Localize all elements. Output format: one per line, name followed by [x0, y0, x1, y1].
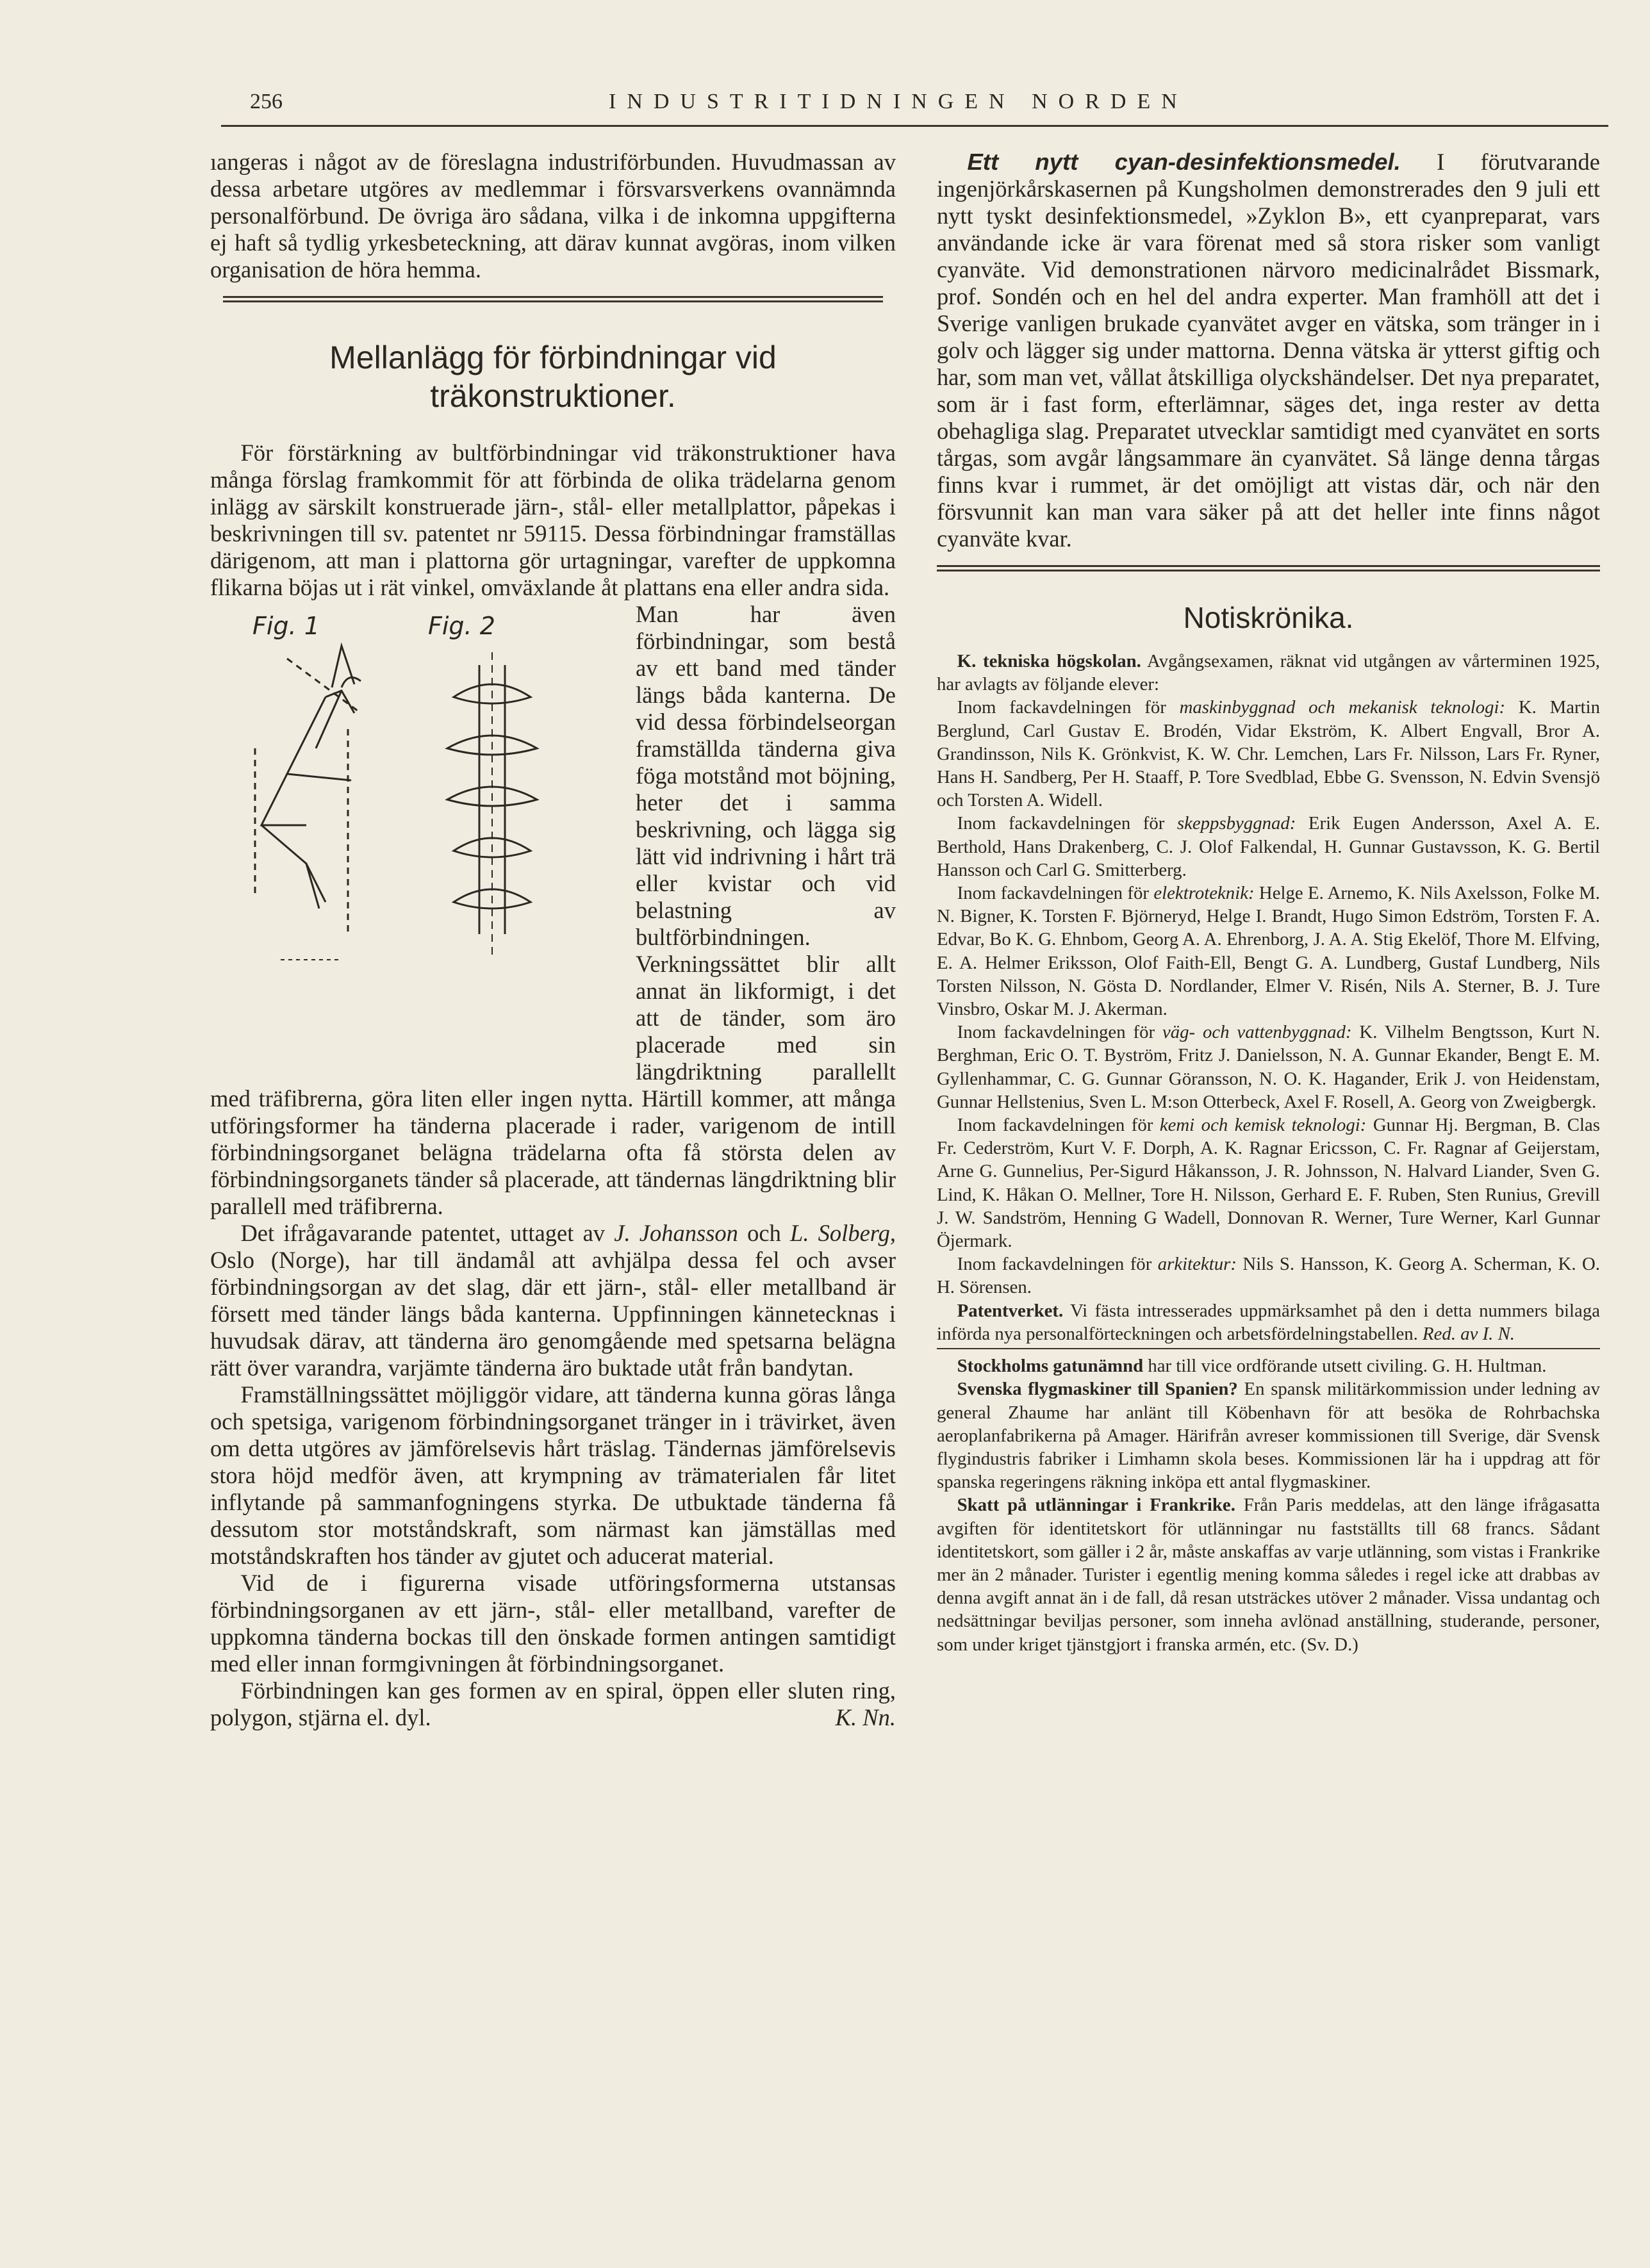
cyan-article: [937, 149, 1600, 552]
section-divider-right: [937, 565, 1600, 571]
skatt-notice: [937, 1493, 1600, 1656]
dept-ark-pre: Inom fackavdelningen för: [957, 1254, 1158, 1275]
article-paragraph-4: Framställningssättet möjliggör vidare, att tänderna kunna göras långa och spetsiga, varigenom förbindningsorganet tränger in i trävirket, även om detta utgöres av jämförelsevis hårt träslag. Tändernas jämförelsevis stora höjd medför även, att krympning av trämaterialen får litet inflytande på sammanfogningens styrka. De utbuktade tänderna få dessutom stor motståndskraft, som närmast kan jämställas med motståndskraften hos tänder av gjutet och aducerat material.: [210, 1381, 896, 1569]
dept-vag-pre: Inom fackavdelningen för: [957, 1022, 1162, 1043]
gatu-notice-text: har till vice ordförande utsett civiling. G. H. Hultman.: [1143, 1356, 1547, 1377]
dept-maskin-field: maskinbyggnad och mekanisk teknologi:: [1179, 697, 1506, 718]
dept-maskin: [937, 696, 1600, 812]
notis-section-title: Notiskrönika.: [1183, 601, 1354, 634]
dept-kemi-field: kemi och kemisk teknologi:: [1159, 1115, 1367, 1136]
section-divider: [223, 296, 883, 302]
patent-figures: [210, 601, 620, 1062]
kth-notice: [937, 650, 1600, 696]
dept-kemi-names: Gunnar Hj. Bergman, B. Clas Fr. Cederström, Kurt V. F. Dorph, A. K. Ragnar Ericsson, C. Fr. Ragnar af Geijerstam, Arne G. Gunnelius, Per-Sigurd Håkansson, J. R. Johnsson, N. Halvard Liander, Sven G. Lind, K. Håkan O. Mellner, Tore H. Nilsson, Gerhard E. F. Ruben, Sten Runius, Grevill J. W. Sandström, Henning G Wadell, Donnovan R. Werner, Ture Werner, Karl Gunnar Öjermark.: [937, 1115, 1600, 1252]
patent-notice-text: Vi fästa intresserades uppmärksamhet på den i detta nummers bilaga införda nya personalförteckningen och arbetsfördelningstabellen.: [937, 1300, 1600, 1344]
patent-notice: [937, 1299, 1600, 1345]
dept-vag: [937, 1021, 1600, 1113]
left-column: [210, 149, 896, 1731]
inventor-2: L. Solberg,: [790, 1220, 896, 1246]
kth-notice-lead: K. tekniska högskolan.: [957, 651, 1141, 671]
dept-elektro-field: elektroteknik:: [1153, 883, 1255, 904]
gatu-notice: [937, 1354, 1600, 1377]
flyg-notice-lead: Svenska flygmaskiner till Spanien?: [957, 1379, 1238, 1400]
article-paragraph-3-mid: och: [738, 1220, 791, 1246]
header-rule: [221, 125, 1608, 127]
article-paragraph-3-pre: Det ifrågavarande patentet, uttaget av: [240, 1220, 615, 1246]
article-paragraph-6-text: Förbindningen kan ges formen av en spiral, öppen eller sluten ring, polygon, stjärna el. dyl.: [210, 1677, 896, 1730]
notis-chronicle: [937, 650, 1600, 1656]
dept-vag-field: väg- och vattenbyggnad:: [1162, 1022, 1352, 1043]
skatt-notice-lead: Skatt på utlänningar i Frankrike.: [957, 1495, 1235, 1516]
article-paragraph-5: Vid de i figurerna visade utföringsformerna utstansas förbindningsorganen av ett järn-, stål- eller metallband, varefter de uppkomna tänderna bockas till den önskade formen antingen samtidigt med eller innan formgivningen åt förbindningsorganet.: [210, 1570, 896, 1677]
article-signature: K. Nn.: [835, 1704, 896, 1730]
dept-kemi: [937, 1113, 1600, 1253]
dept-maskin-pre: Inom fackavdelningen för: [957, 697, 1180, 718]
dept-skepp: [937, 812, 1600, 882]
dept-skepp-names: Erik Eugen Andersson, Axel A. E. Berthold, Hans Drakenberg, C. J. Olof Falkendal, H. Gunnar Gustavsson, K. G. Bertil Hansson och Carl G. Smitterberg.: [937, 813, 1600, 880]
dept-ark: [937, 1253, 1600, 1299]
running-head: [250, 90, 1474, 128]
figure-drawing: [210, 601, 620, 1062]
flyg-notice-text: En spansk militärkommission under ledning av general Zhaume har anlänt till Köbenhavn för att besöka de Rohrbachska aeroplanfabrikerna på Amager. Härifrån avreser kommissionen till Sverige, där Svensk flygindustris fabriker i Limhamn skola beses. Kommissionen lär ha i uppdrag att för spanska regeringens räkning inköpa ett antal flygmaskiner.: [937, 1379, 1601, 1493]
article-paragraph-1: För förstärkning av bultförbindningar vid träkonstruktioner hava många förslag framkommit för att förbinda de olika trädelarna genom inlägg av särskilt konstruerade järn-, stål- eller metallplattor, påpekas i beskrivningen till sv. patentet nr 59115. Dessa förbindningar framställas därigenom, att man i plattorna gör urtagningar, varefter de uppkomna flikarna böjas ut i rät vinkel, omväxlande åt plattans ena eller andra sida.: [210, 440, 896, 600]
dept-kemi-pre: Inom fackavdelningen för: [957, 1115, 1160, 1136]
dept-ark-field: arkitektur:: [1157, 1254, 1237, 1275]
dept-elektro-names: Helge E. Arnemo, K. Nils Axelsson, Folke M. N. Bigner, K. Torsten F. Björneryd, Helge I. Brandt, Hugo Simon Edström, Torsten F. A. Edvar, Bo K. G. Ehnbom, Georg A. A. Ehrenborg, J. A. A. Stig Ekelöf, Thore M. Elfving, E. A. Helmer Eriksson, Olof Faith-Ell, Bengt G. A. Lundberg, Gustaf Lundberg, Nils Torsten Nilsson, N. Gösta D. Nordlander, Elmer V. Risén, Nils A. Sterner, B. J. Ture Vinsbro, Oskar M. J. Akerman.: [937, 883, 1600, 1020]
kth-notice-intro: Avgångsexamen, räknat vid utgången av vårterminen 1925, har avlagts av följande elever:: [937, 651, 1600, 695]
article-paragraph-2: Man har även förbindningar, som bestå av ett band med tänder längs båda kanterna. De vid dessa förbindelseorgan framställda tänderna giva föga motstånd mot böjning, heter det i samma beskrivning, och lägga sig lätt vid indrivning i hårt trä eller kvistar och vid belastning av bultförbindningen. Verkningssättet blir allt annat än likformigt, i det att de tänder, som äro placerade med sin längdriktning parallellt med träfibrerna, göra liten eller ingen nytta. Härtill kommer, att många utföringsformer ha tänderna placerade i rader, varigenom de intill förbindningsorganet belägna trädelarna ofta få största delen av förbindningsorganets tänder så placerade, att tändernas längdriktning blir parallell med träfibrerna.: [210, 601, 896, 1219]
patent-notice-lead: Patentverket.: [957, 1300, 1064, 1321]
page-number: 256: [250, 90, 283, 113]
notice-rule: [937, 1348, 1600, 1349]
dept-elektro: [937, 882, 1600, 1021]
gatu-notice-lead: Stockholms gatunämnd: [957, 1356, 1144, 1377]
article-title: Mellanlägg för förbindningar vid träkonstruktioner.: [329, 340, 777, 414]
dept-elektro-pre: Inom fackavdelningen för: [957, 883, 1154, 904]
figure-1-label: Fig. 1: [252, 612, 320, 640]
cyan-article-title: Ett nytt cyan-desinfektionsmedel.: [967, 149, 1401, 175]
flyg-notice: [937, 1377, 1600, 1493]
dept-ark-names: Nils S. Hansson, K. Georg A. Scherman, K. O. H. Sörensen.: [937, 1254, 1601, 1298]
intro-paragraph: ıangeras i något av de föreslagna industriförbunden. Huvudmassan av dessa arbetare utgöres av medlemmar i försvarsverkens ovannämnda personalförbund. De övriga äro sådana, vilka i de inkomna uppgifterna ej haft så tydlig yrkesbeteckning, att därav kunnat avgöras, inom vilken organisation de höra hemma.: [210, 149, 896, 283]
dept-maskin-names: K. Martin Berglund, Carl Gustav E. Brodén, Vidar Ekström, K. Albert Engvall, Bror A. Grandinsson, Nils K. Grönkvist, K. W. Chr. Lemchen, Lars Fr. Nilsson, Lars Fr. Ryner, Hans H. Sandberg, Per H. Staaff, P. Tore Svedblad, Ebbe G. Svensson, N. Edvin Svensjö och Torsten A. Widell.: [937, 697, 1600, 811]
dept-vag-names: K. Vilhelm Bengtsson, Kurt N. Berghman, Eric O. T. Byström, Fritz J. Danielsson, N. A. Gunnar Ekander, Bengt E. M. Gyllenhammar, C. G. Gunnar Göransson, N. O. K. Hagander, Erik J. von Heidenstam, Gunnar Hellstenius, Sven L. M:son Otterbeck, Axel F. Rosell, A. Georg von Zweigbergk.: [937, 1022, 1600, 1112]
patent-notice-signature: Red. av I. N.: [1423, 1323, 1515, 1344]
figure-2-label: Fig. 2: [428, 612, 495, 640]
dept-skepp-field: skeppsbyggnad:: [1176, 813, 1296, 834]
article-paragraph-3: [210, 1220, 896, 1381]
article-paragraph-6: [210, 1677, 896, 1731]
journal-title: INDUSTRITIDNINGEN NORDEN: [609, 90, 1188, 113]
cyan-article-text: I förutvarande ingenjörkårskasernen på Kungsholmen demonstrerades den 9 juli ett nytt tyskt desinfektionsmedel, »Zyklon B», ett cyanpreparat, vars användande icke är vara förenat med så stora risker som vanligt cyanväte. Vid demonstrationen närvoro medicinalrådet Bissmark, prof. Sondén och en hel del andra experter. Man framhöll att det i Sverige vanligen brukade cyanvätet avger en vätska, som tränger in i golv och lägger sig under mattorna. Denna vätska är ytterst giftig och har, som man vet, vållat åtskilliga olyckshändelser. Det nya preparatet, som är i fast form, efterlämnar, säges det, inga rester av detta obehagliga slag. Preparatet utvecklar samtidigt med cyanvätet en sorts tårgas, som avgår långsammare än cyanvätet. Så länge denna tårgas finns kvar i rummet, är det omöjligt att vistas där, och när den försvunnit kan man vara säker på att det heller inte finns något cyanväte kvar.: [937, 149, 1600, 552]
article-paragraph-3-post: Oslo (Norge), har till ändamål att avhjälpa dessa fel och avser förbindningsorgan av det slag, där ett järn-, stål- eller metallband är försett med tänder längs båda kanterna. Uppfinningen kännetecknas i huvudsak därav, att tänderna äro genomgående med spetsarna belägna rätt över varandra, varjämte tänderna äro buktade utåt från bandytan.: [210, 1247, 896, 1381]
inventor-1: J. Johansson: [614, 1220, 738, 1246]
right-column: [937, 149, 1600, 1656]
skatt-notice-text: Från Paris meddelas, att den länge ifrågasatta avgiften för identitetskort för utlänningar nu fastställts till 68 francs. Sådant identitetskort, som gäller i 2 år, måste anskaffas av varje utlänning, som vistas i Frankrike mer än 2 månader. Turister i egentlig mening komma således i regel icke att drabbas av denna avgift annat än i de fall, då resan utsträckes utöver 2 månader. Vissa undantag och nedsättningar beviljas personer, som inneha avlönad anställning, studerande, personer, som under kriget tjänstgjort i franska armén, etc. (Sv. D.): [937, 1495, 1600, 1655]
dept-skepp-pre: Inom fackavdelningen för: [957, 813, 1177, 834]
